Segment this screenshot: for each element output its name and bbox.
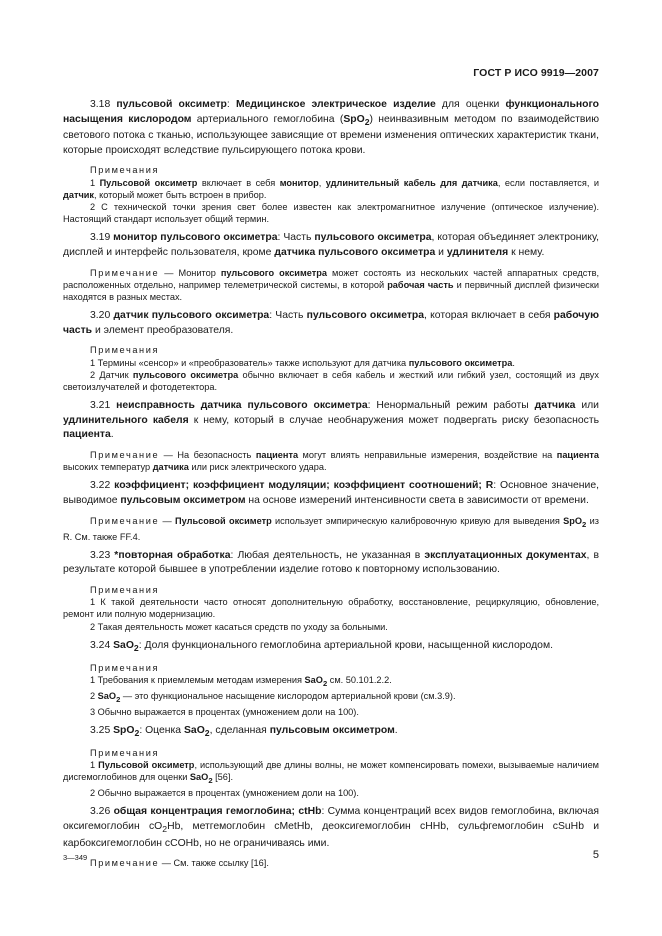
definition-3-20: 3.20 датчик пульсового оксиметра: Часть пульсового оксиметра, которая включает в себя рабочую часть и элемент преобразователя. [63, 310, 599, 336]
notes-3-22: Примечание — Пульсовой оксиметр использует эмпирическую калибровочную кривую для выведения SpO$_2$ из R. См. также FF.4. [63, 515, 599, 542]
notes-3-18: Примечания 1 Пульсовой оксиметр включает в себя монитор, удлинительный кабель для датчика, если поставляется, и датчик, который может быть встроен в прибор. 2 С технической точки зрения свет более известен как электромагнитное излучение (оптическое излучение). Настоящий стандарт использует общий термин. [63, 165, 600, 225]
notes-3-23: Примечания 1 К такой деятельности часто относят дополнительную обработку, восстановление, рециркуляцию, обновление, ремонт или полную модернизацию. 2 Такая деятельность может касаться средств по уходу за больными. [63, 585, 599, 632]
definition-3-24: 3.24 SaO$_2$: Доля функционального гемоглобина артериальной крови, насыщенной кислородом. [90, 639, 553, 653]
footer-code: 3—349 [63, 853, 88, 862]
notes-3-21: Примечание — На безопасность пациента могут влиять неправильные измерения, воздействие на пациента высоких температур датчика или риск электрического удара. [63, 450, 599, 473]
definition-3-22: 3.22 коэффициент; коэффициент модуляции; коэффициент соотношений; R: Основное значение, выводимое пульсовым оксиметром на основе измерений интенсивности света в зависимости от времени. [63, 480, 599, 507]
notes-3-24: Примечания 1 Требования к приемлемым методам измерения SaO$_2$ см. 50.101.2.2. 2 SaO$_2$ — это функциональное насыщение кислородом артериальной крови (см.3.9). 3 Обычно выражается в процентах (умножением доли на 100). [90, 662, 456, 717]
definition-3-19: 3.19 монитор пульсового оксиметра: Часть пульсового оксиметра, которая объединяет электронику, дисплей и интерфейс пользователя, кроме датчика пульсового оксиметра и удлинителя к нему. [63, 232, 600, 259]
definition-3-25: 3.25 SpO$_2$: Оценка SaO$_2$, сделанная пульсовым оксиметром. [90, 725, 398, 739]
definition-3-18: 3.18 пульсовой оксиметр: Медицинское электрическое изделие для оценки функционального насыщения кислородом артериального гемоглобина (SpO$_2$) неинвазивным методом по взаимодействию светового потока с тканью, использующее зависящие от времени изменения оптических характеристик ткани, которые происходят вследствие пульсирующего потока крови. [63, 99, 600, 156]
document-body [63, 98, 599, 875]
page-header: ГОСТ Р ИСО 9919—2007 [473, 67, 599, 79]
page-number: 5 [592, 849, 599, 861]
definition-3-23: 3.23 *повторная обработка: Любая деятельность, не указанная в эксплуатационных документах, в результате которой бывшее в употреблении изделие готово к повторному использованию. [63, 549, 599, 576]
notes-3-20: Примечания 1 Термины «сенсор» и «преобразователь» также используют для датчика пульсового оксиметра. 2 Датчик пульсового оксиметра обычно включает в себя кабель и жесткий или гибкий узел, состоящий из двух светоизлучателей и фотодетектора. [63, 345, 599, 393]
notes-3-19: Примечание — Монитор пульсового оксиметра может состоять из нескольких частей аппаратных средств, расположенных отдельно, например телеметрической системы, в которой рабочая часть и первичный дисплей физически находятся в разных местах. [63, 267, 600, 303]
definition-3-21: 3.21 неисправность датчика пульсового оксиметра: Ненормальный режим работы датчика или удлинительного кабеля к нему, который в случае необнаружения может подвергать риску безопасность пациента. [63, 400, 599, 441]
notes-3-25: Примечания 1 Пульсовой оксиметр, использующий две длины волны, не может компенсировать помехи, вызываемые наличием дисгемоглобинов для оценки SaO$_2$ [56]. 2 Обычно выражается в процентах (умножением доли на 100). [63, 747, 599, 799]
definition-3-26: 3.26 общая концентрация гемоглобина; ctHb: Сумма концентраций всех видов гемоглобина, включая оксигемоглобин $cO_2Hb$, метгемоглобин cMetHb, деоксигемоглобин cHHb, сульфгемоглобин cSuHb и карбоксигемоглобин cCOHb, но не ограничиваясь ими. [63, 806, 600, 849]
notes-3-26: Примечание — См. также ссылку [16]. [90, 858, 269, 869]
